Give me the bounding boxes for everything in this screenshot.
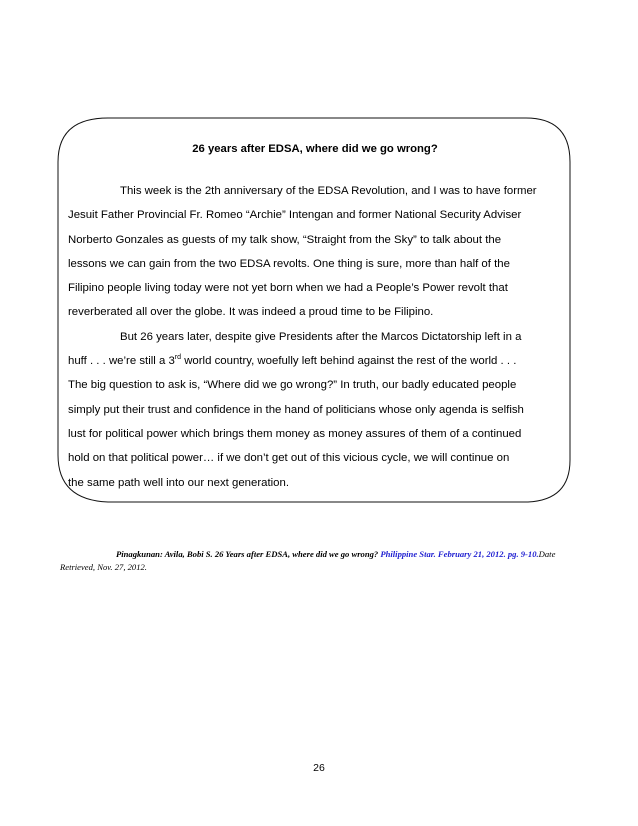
body-line-8-pre: huff . . . we’re still a 3 (68, 355, 175, 368)
citation-line-1 (60, 548, 580, 561)
citation-link[interactable]: Philippine Star. February 21, 2012. pg. 9-10. (380, 549, 539, 559)
body-line-8-post: world country, woefully left behind against the rest of the world . . . (181, 355, 517, 368)
body-line-6: reverberated all over the globe. It was indeed a proud time to be Filipino. (68, 306, 434, 319)
body-line-1: This week is the 2th anniversary of the EDSA Revolution, and I was to have former (120, 185, 537, 197)
citation-reference: Pinagkunan: Avila, Bobi S. 26 Years after EDSA, where did we go wrong? (116, 549, 381, 559)
body-line-5: Filipino people living today were not yet born when we had a People’s Power revolt that (68, 282, 508, 295)
body-line-2: Jesuit Father Provincial Fr. Romeo “Archie” Intengan and former National Security Adviser (68, 209, 522, 222)
body-line-3: Norberto Gonzales as guests of my talk show, “Straight from the Sky” to talk about the (68, 233, 502, 246)
article-title: 26 years after EDSA, where did we go wrong? (192, 143, 438, 155)
citation-date-label: Date (538, 549, 556, 559)
citation-line-2: Retrieved, Nov. 27, 2012. (60, 562, 147, 572)
body-line-7: But 26 years later, despite give Presidents after the Marcos Dictatorship left in a (120, 330, 522, 343)
source-citation (60, 548, 580, 574)
body-line-13: the same path well into our next generation. (68, 476, 289, 489)
page-number: 26 (313, 762, 325, 774)
article-body (68, 179, 568, 495)
body-line-4: lessons we can gain from the two EDSA revolts. One thing is sure, more than half of the (68, 257, 510, 270)
body-line-12: hold on that political power… if we don’t get out of this vicious cycle, we will continue on (68, 452, 510, 465)
body-line-9: The big question to ask is, “Where did we go wrong?” In truth, our badly educated people (68, 379, 517, 392)
body-line-11: lust for political power which brings them money as money assures of them of a continued (68, 427, 522, 440)
body-line-10: simply put their trust and confidence in the hand of politicians whose only agenda is selfish (68, 403, 524, 416)
body-line-8 (68, 349, 568, 373)
ordinal-superscript: rd (174, 354, 182, 362)
